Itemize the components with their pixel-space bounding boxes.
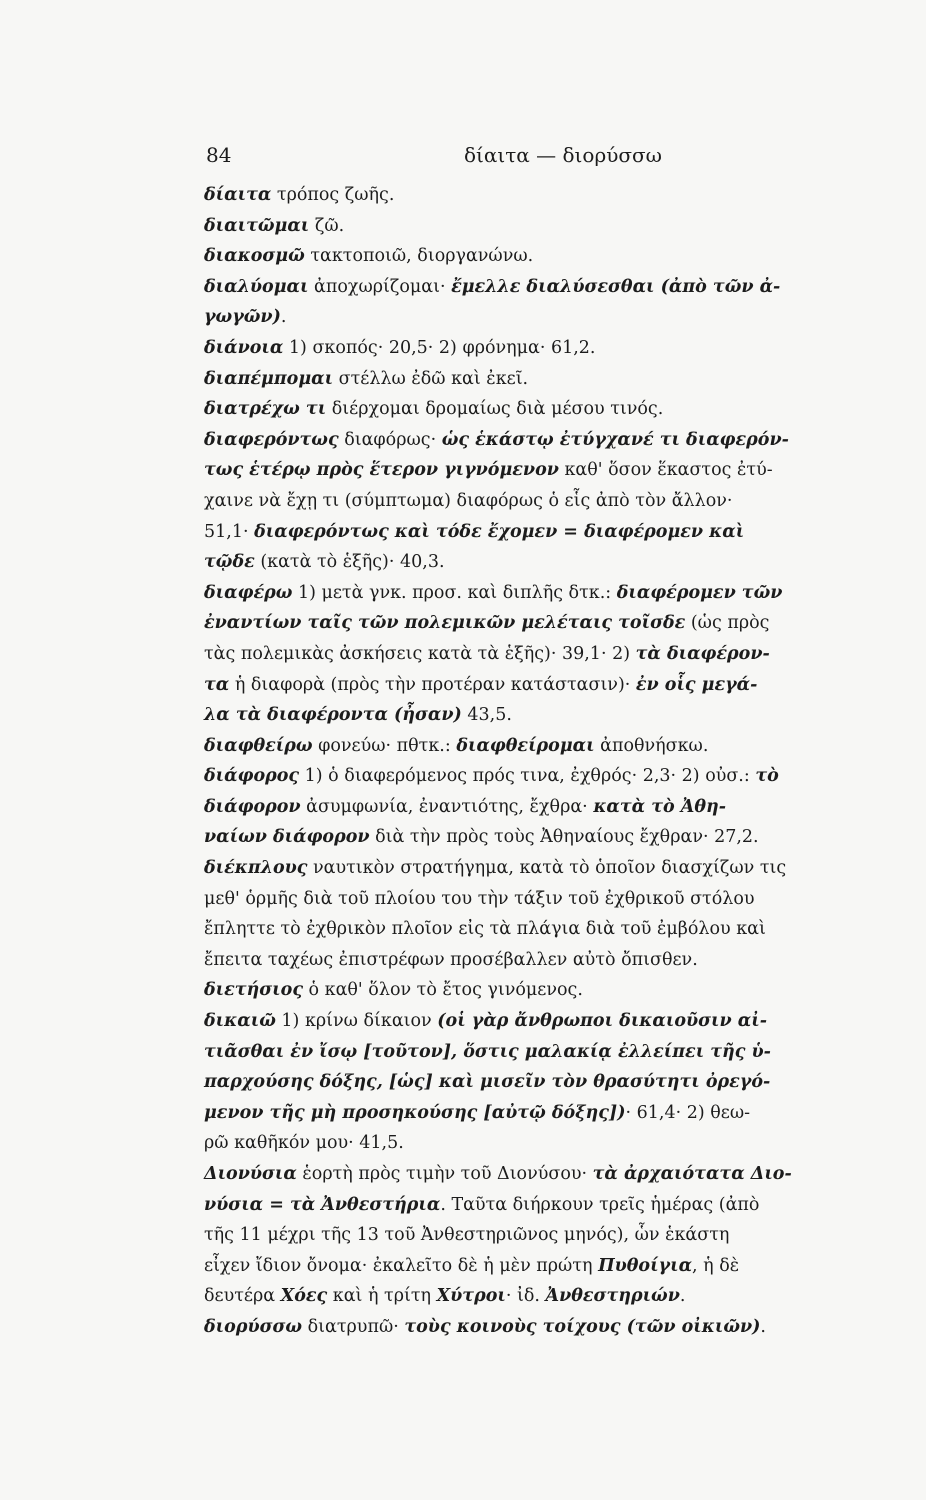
emphasis-text: δίαιτα (204, 185, 272, 205)
entry-line (204, 425, 789, 456)
dictionary-entry (204, 272, 781, 333)
entry-line (204, 333, 714, 364)
plain-text: τρόπος ζωῆς. (271, 185, 395, 205)
page-number: 84 (206, 143, 232, 167)
emphasis-text: νύσια = τὰ Ἀνθεστήρια (204, 1194, 441, 1215)
entry-line (204, 302, 714, 333)
plain-text: ἀποχωρίζομαι· (308, 276, 452, 297)
emphasis-text: τῷδε (204, 552, 255, 573)
emphasis-text: τοὺς κοινοὺς τοίχους (τῶν οἰκιῶν) (404, 1316, 761, 1337)
entry-line (204, 1281, 714, 1312)
entry-line (204, 364, 714, 395)
emphasis-text: διέκπλους (204, 858, 308, 879)
plain-text: 1) σκοπός· 20,5· 2) φρόνημα· 61,2. (283, 337, 596, 358)
plain-text: ἡ διαφορὰ (πρὸς τὴν προτέραν κατάστασιν)· (229, 674, 636, 695)
plain-text: διέρχομαι δρομαίως διὰ μέσου τινός. (326, 399, 664, 420)
dictionary-entry (204, 425, 789, 578)
dictionary-entry (204, 578, 783, 731)
entry-line (204, 211, 714, 242)
emphasis-text: ναίων διάφορον (204, 827, 370, 848)
emphasis-text: ἐν οἷς μεγά- (635, 674, 758, 695)
entry-line (204, 272, 781, 303)
emphasis-text: Διονύσια (204, 1164, 297, 1184)
plain-text: 1) ὁ διαφερόμενος πρός τινα, ἐχθρός· 2,3· 2) οὐσ.: (299, 766, 756, 787)
emphasis-text: διετήσιος (204, 980, 303, 1001)
plain-text: (ὡς πρὸς (685, 613, 770, 634)
plain-text: (κατὰ τὸ ἑξῆς)· 40,3. (254, 552, 445, 573)
plain-text: στέλλω ἐδῶ καὶ ἐκεῖ. (333, 368, 529, 389)
plain-text: · 61,4· 2) θεω- (625, 1102, 751, 1123)
emphasis-text: διαφθείρομαι (456, 735, 595, 756)
plain-text: χαινε νὰ ἔχῃ τι (σύμπτωμα) διαφόρως ὁ εἷς ἀπὸ τὸν ἄλλον· (204, 490, 733, 511)
emphasis-text: παρχούσης δόξης, [ὡς] καὶ μισεῖν τὸν θρασύτητι ὀρεγό- (204, 1072, 771, 1093)
entry-line (204, 792, 727, 823)
plain-text: ἑορτὴ πρὸς τιμὴν τοῦ Διονύσου· (296, 1164, 593, 1184)
page-header (206, 143, 726, 169)
entry-line (204, 1159, 792, 1190)
emphasis-text: μενον τῆς μὴ προσηκούσης [αὐτῷ δόξης]) (204, 1102, 626, 1123)
entry-line (204, 394, 714, 425)
entry-line (204, 1190, 760, 1221)
dictionary-entry (204, 1006, 771, 1159)
plain-text: καθ' ὅσον ἕκαστος ἐτύ- (558, 460, 773, 481)
plain-text: 43,5. (461, 705, 512, 726)
plain-text: . Ταῦτα διήρκουν τρεῖς ἡμέρας (ἀπὸ (440, 1194, 760, 1215)
emphasis-text: Ἀνθεστηριών (545, 1286, 680, 1307)
dictionary-entry (204, 241, 714, 272)
dictionary-entry (204, 731, 714, 762)
plain-text: . (760, 1316, 766, 1337)
entry-line (204, 180, 714, 211)
emphasis-text: ἔμελλε διαλύσεσθαι (ἀπὸ τῶν ἀ- (451, 276, 781, 297)
emphasis-text: διάφορον (204, 796, 301, 817)
emphasis-text: δικαιῶ (204, 1011, 276, 1032)
plain-text: εἶχεν ἴδιον ὄνομα· ἐκαλεῖτο δὲ ἡ μὲν πρώτη (204, 1255, 599, 1276)
emphasis-text: διαφέρω (204, 582, 293, 603)
emphasis-text: τὰ διαφέρον- (635, 643, 770, 664)
emphasis-text: γωγῶν) (204, 307, 281, 328)
plain-text: . (280, 307, 287, 328)
entry-line (204, 1312, 766, 1343)
plain-text: τακτοποιῶ, διοργανώνω. (304, 246, 534, 267)
entry-line (204, 241, 714, 272)
entry-line (204, 1037, 771, 1068)
entry-line (204, 1067, 771, 1098)
plain-text: ρῶ καθῆκόν μου· 41,5. (204, 1133, 404, 1154)
plain-text: μεθ' ὁρμῆς διὰ τοῦ πλοίου του τὴν τάξιν τοῦ ἐχθρικοῦ στόλου (204, 888, 755, 909)
plain-text: ἔπληττε τὸ ἐχθρικὸν πλοῖον εἰς τὰ πλάγια διὰ τοῦ ἐμβόλου καὶ (204, 919, 766, 940)
emphasis-text: ἐναντίων ταῖς τῶν πολεμικῶν μελέταις τοῖσδε (204, 613, 686, 634)
entry-line (204, 884, 755, 915)
emphasis-text: Χόες (280, 1286, 328, 1307)
emphasis-text: τα (204, 674, 230, 695)
entry-line (204, 455, 773, 486)
emphasis-text: διαφερόντως (204, 429, 339, 450)
plain-text: διὰ τὴν πρὸς τοὺς Ἀθηναίους ἔχθραν· 27,2. (369, 827, 759, 848)
entry-line (204, 578, 783, 609)
emphasis-text: ὡς ἑκάστῳ ἐτύγχανέ τι διαφερόν- (441, 429, 789, 450)
emphasis-text: τιᾶσθαι ἐν ἴσῳ [τοῦτον], ὅστις μαλακίᾳ ἐλλείπει τῆς ὑ- (204, 1041, 771, 1062)
dictionary-entry (204, 333, 714, 364)
dictionary-entries (204, 180, 792, 1343)
entry-line (204, 1220, 730, 1251)
dictionary-entry (204, 1312, 766, 1343)
emphasis-text: Χύτροι (436, 1286, 506, 1307)
plain-text: ἀποθνήσκω. (594, 735, 709, 756)
plain-text: ἔπειτα ταχέως ἐπιστρέφων προσέβαλλεν αὐτὸ ὄπισθεν. (204, 949, 698, 970)
emphasis-text: διάνοια (204, 337, 284, 358)
emphasis-text: διορύσσω (204, 1316, 303, 1337)
entry-line (204, 1098, 751, 1129)
emphasis-text: τὸ (755, 766, 779, 787)
dictionary-entry (204, 180, 714, 211)
emphasis-text: λα τὰ διαφέροντα (ἦσαν) (204, 705, 462, 726)
entry-line (204, 670, 758, 701)
plain-text: καὶ ἡ τρίτη (327, 1286, 437, 1307)
entry-line (204, 822, 759, 853)
emphasis-text: διαιτῶμαι (204, 215, 310, 236)
dictionary-entry (204, 1159, 792, 1312)
emphasis-text: διαφέρομεν τῶν (616, 582, 783, 603)
plain-text: 1) μετὰ γνκ. προσ. καὶ διπλῆς δτκ.: (292, 582, 617, 603)
emphasis-text: (οἱ γὰρ ἄνθρωποι δικαιοῦσιν αἰ- (437, 1011, 767, 1032)
plain-text: τῆς 11 μέχρι τῆς 13 τοῦ Ἀνθεστηριῶνος μηνός), ὧν ἑκάστη (204, 1225, 730, 1246)
emphasis-text: διακοσμῶ (204, 246, 305, 267)
dictionary-entry (204, 975, 714, 1006)
emphasis-text: διαφθείρω (204, 735, 313, 756)
entry-line (204, 639, 770, 670)
entry-line (204, 914, 766, 945)
entry-line (204, 547, 714, 578)
plain-text: διαφόρως· (338, 429, 442, 450)
plain-text: φονεύω· πθτκ.: (312, 735, 457, 756)
entry-line (204, 1006, 767, 1037)
entry-line (204, 486, 733, 517)
entry-line (204, 1251, 740, 1282)
plain-text: ναυτικὸν στρατήγημα, κατὰ τὸ ὁποῖον διασχίζων τις (307, 858, 787, 879)
emphasis-text: διαλύομαι (204, 276, 309, 297)
emphasis-text: τὰ ἀρχαιότατα Διο- (592, 1164, 792, 1184)
dictionary-entry (204, 853, 787, 975)
entry-line (204, 1128, 714, 1159)
entry-line (204, 975, 714, 1006)
dictionary-entry (204, 364, 714, 395)
emphasis-text: Πυθοίγια (598, 1255, 693, 1276)
entry-line (204, 945, 714, 976)
emphasis-text: διάφορος (204, 766, 300, 787)
entry-line (204, 517, 745, 548)
plain-text: διατρυπῶ· (302, 1316, 405, 1337)
plain-text: · ἰδ. (505, 1286, 546, 1307)
entry-line (204, 731, 714, 762)
plain-text: 1) κρίνω δίκαιον (275, 1011, 438, 1032)
entry-line (204, 700, 714, 731)
entry-line (204, 608, 770, 639)
emphasis-text: τως ἑτέρῳ πρὸς ἕτερον γιγνόμενον (204, 460, 559, 481)
dictionary-entry (204, 211, 714, 242)
emphasis-text: διαφερόντως καὶ τόδε ἔχομεν = διαφέρομεν καὶ (254, 521, 745, 542)
dictionary-entry (204, 761, 779, 853)
entry-line (204, 761, 779, 792)
running-title: δίαιτα — διορύσσω (464, 143, 662, 167)
plain-text: ἀσυμφωνία, ἐναντιότης, ἔχθρα· (300, 796, 594, 817)
plain-text: 51,1· (204, 521, 255, 542)
emphasis-text: κατὰ τὸ Ἀθη- (593, 796, 727, 817)
dictionary-entry (204, 394, 714, 425)
plain-text: , ἡ δὲ (692, 1255, 740, 1276)
emphasis-text: διαπέμπομαι (204, 368, 334, 389)
plain-text: . (679, 1286, 686, 1307)
plain-text: ζῶ. (309, 215, 345, 236)
plain-text: δευτέρα (204, 1286, 281, 1307)
plain-text: τὰς πολεμικὰς ἀσκήσεις κατὰ τὰ ἑξῆς)· 39,1· 2) (204, 643, 636, 664)
plain-text: ὁ καθ' ὅλον τὸ ἔτος γινόμενος. (302, 980, 583, 1001)
entry-line (204, 853, 787, 884)
emphasis-text: διατρέχω τι (204, 399, 327, 420)
